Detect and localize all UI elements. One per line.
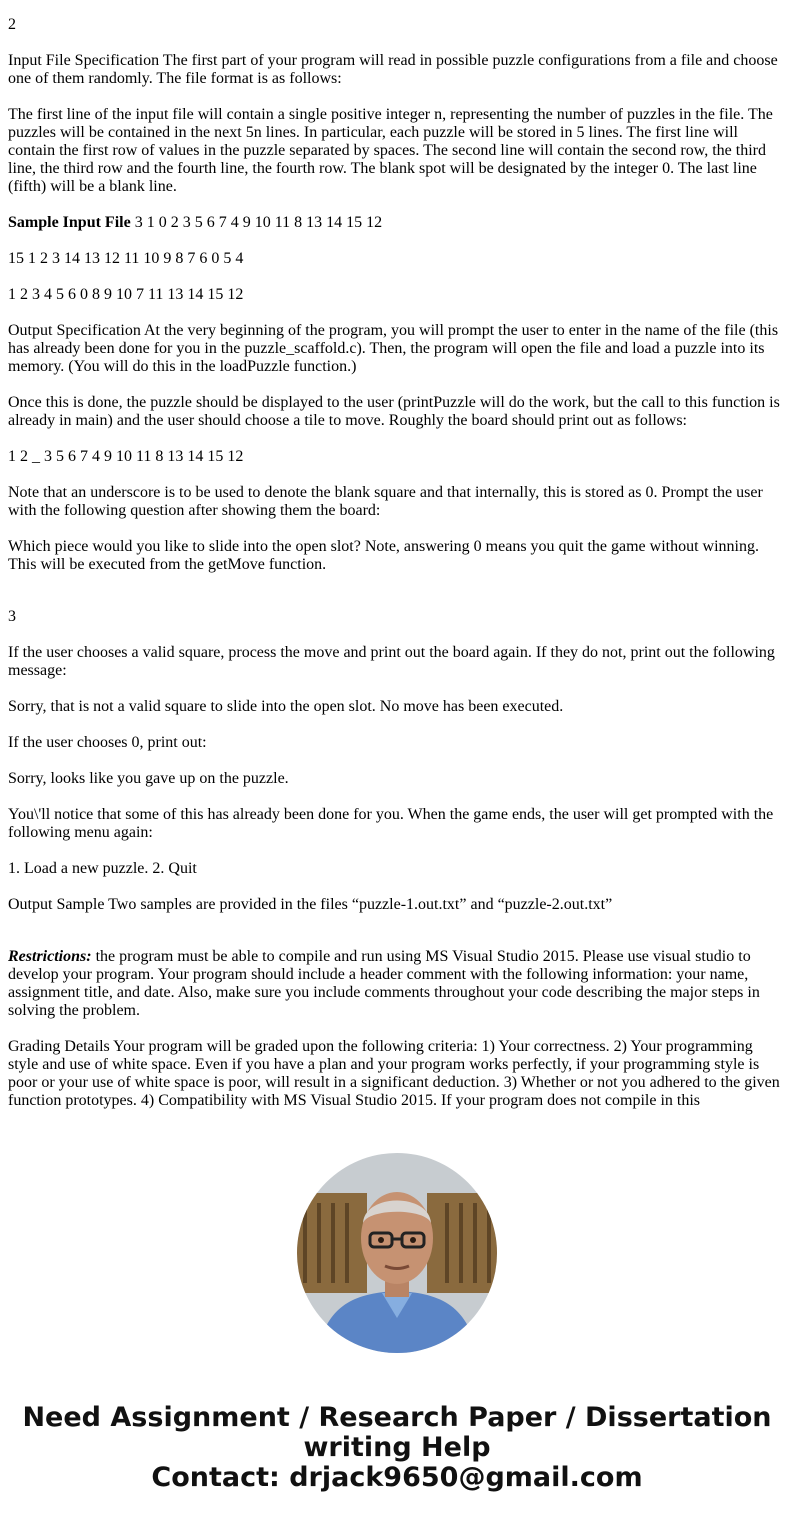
- paragraph-youll-notice: You\'ll notice that some of this has already been done for you. When the game ends, the user will get prompted with the following menu again:: [8, 806, 774, 841]
- footer-line-2: writing Help: [303, 1432, 491, 1463]
- paragraph-sorry-invalid: Sorry, that is not a valid square to slide into the open slot. No move has been executed.: [8, 698, 564, 715]
- paragraph-input-spec: Input File Specification The first part of your program will read in possible puzzle configurations from a file and choose one of them randomly. The file format is as follows:: [8, 52, 778, 87]
- paragraph-output-spec: Output Specification At the very beginning of the program, you will prompt the user to enter in the name of the file (this has already been done for you in the puzzle_scaffold.c). Then, the program will open the file and load a puzzle into its memory. (You will do this in the loadPuzzle function.): [8, 322, 779, 375]
- paragraph-grading: Grading Details Your program will be graded upon the following criteria: 1) Your correctness. 2) Your programming style and use of white space. Even if you have a plan and your program works perfectly, if your programming style is poor or your use of white space is poor, will result in a significant deduction. 3) Whether or not you adhered to the given function prototypes. 4) Compatibility with MS Visual Studio 2015. If your program does not compile in this: [8, 1038, 780, 1109]
- avatar: [297, 1153, 497, 1353]
- paragraph-menu: 1. Load a new puzzle. 2. Quit: [8, 860, 197, 877]
- footer-contact: Contact: drjack9650@gmail.com: [151, 1462, 643, 1493]
- paragraph-which-piece: Which piece would you like to slide into the open slot? Note, answering 0 means you quit the game without winning. This will be executed from the getMove function.: [8, 538, 759, 573]
- paragraph-gave-up: Sorry, looks like you gave up on the puzzle.: [8, 770, 289, 787]
- paragraph-first-line: The first line of the input file will contain a single positive integer n, representing the number of puzzles in the file. The puzzles will be contained in the next 5n lines. In particular, each puzzle will be stored in 5 lines. The first line will contain the first row of values in the puzzle separated by spaces. The second line will contain the second row, the third line, the third row and the fourth line, the fourth row. The blank spot will be designated by the integer 0. The last line (fifth) will be a blank line.: [8, 106, 773, 195]
- paragraph-restrictions: [8, 948, 784, 1020]
- board-example: 1 2 _ 3 5 6 7 4 9 10 11 8 13 14 15 12: [8, 448, 244, 465]
- sample-input-line-3: 1 2 3 4 5 6 0 8 9 10 7 11 13 14 15 12: [8, 286, 244, 303]
- sample-input-label: Sample Input File: [8, 214, 131, 231]
- sample-input-values: 3 1 0 2 3 5 6 7 4 9 10 11 8 13 14 15 12: [130, 214, 383, 231]
- restrictions-label: Restrictions:: [8, 948, 92, 965]
- restrictions-text: the program must be able to compile and run using MS Visual Studio 2015. Please use visual studio to develop your program. Your program should include a header comment with the following information: your name, assignment title, and date. Also, make sure you include comments throughout your code describing the major steps in solving the problem.: [8, 948, 760, 1019]
- paragraph-valid-square: If the user chooses a valid square, process the move and print out the board again. If they do not, print out the following message:: [8, 644, 775, 679]
- sample-input-line-1: [8, 214, 784, 232]
- document-body: [8, 16, 784, 1128]
- avatar-portrait: [297, 1153, 497, 1353]
- paragraph-output-sample: Output Sample Two samples are provided in the files “puzzle-1.out.txt” and “puzzle-2.out.txt”: [8, 896, 613, 913]
- paragraph-once-done: Once this is done, the puzzle should be displayed to the user (printPuzzle will do the work, but the call to this function is already in main) and the user should choose a tile to move. Roughly the board should print out as follows:: [8, 394, 780, 429]
- page-number: 2: [8, 16, 16, 33]
- page-number: 3: [8, 608, 16, 625]
- sample-input-line-2: 15 1 2 3 14 13 12 11 10 9 8 7 6 0 5 4: [8, 250, 244, 267]
- footer-line-1: Need Assignment / Research Paper / Dissertation: [22, 1402, 772, 1433]
- paragraph-note-underscore: Note that an underscore is to be used to denote the blank square and that internally, this is stored as 0. Prompt the user with the following question after showing them the board:: [8, 484, 763, 519]
- footer-advert: [0, 1403, 794, 1493]
- paragraph-if-zero: If the user chooses 0, print out:: [8, 734, 207, 751]
